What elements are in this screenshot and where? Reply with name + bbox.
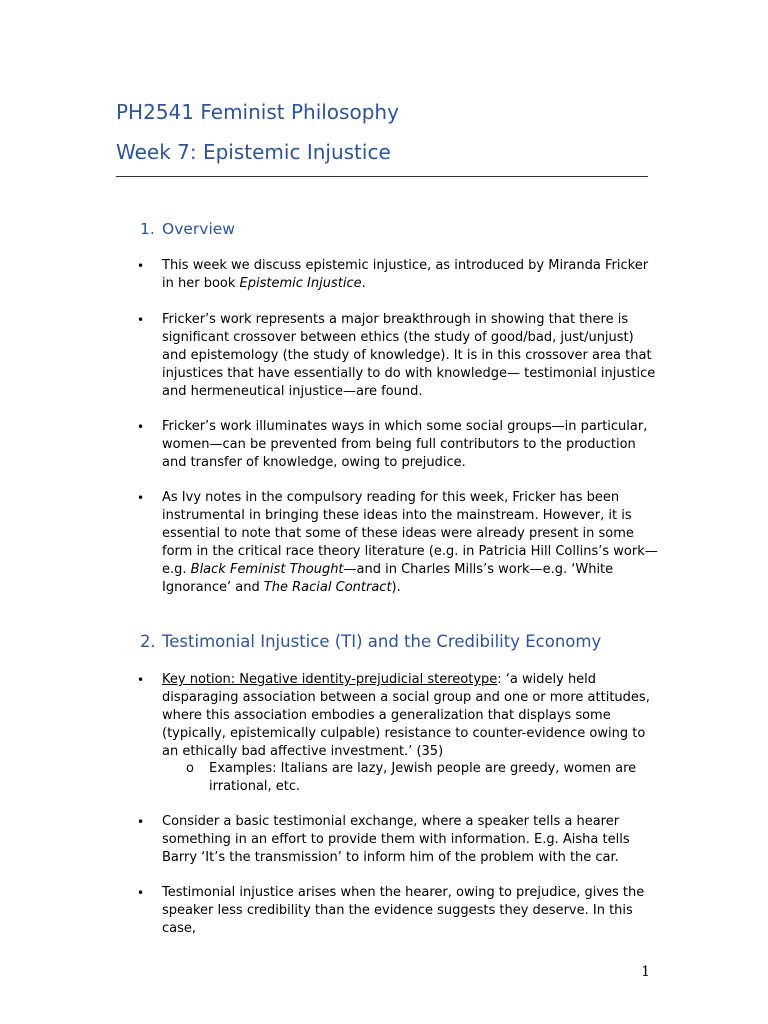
course-title: PH2541 Feminist Philosophy — [116, 100, 399, 124]
bullet-icon: • — [137, 673, 145, 687]
week-title: Week 7: Epistemic Injustice — [116, 140, 391, 164]
section-heading-overview — [140, 220, 235, 238]
sub-list-item: o Examples: Italians are lazy, Jewish people are greedy, women are irrational, etc. — [186, 761, 637, 794]
title-divider — [116, 176, 648, 177]
list-item: • As Ivy notes in the compulsory reading for this week, Fricker has been instrumental in bringing these ideas into the mainstream. However, it is essential to note that some of these ideas were already present in some form in the critical race theory literature (e.g. in Patricia Hill Collins’s work—e.g. Black Feminist Thought—and in Charles Mills’s work—e.g. ‘White Ignorance’ and The Racial Contract). — [137, 490, 658, 595]
bullet-icon: • — [137, 886, 145, 900]
bullet-icon: • — [137, 313, 145, 327]
list-item: • Fricker’s work represents a major breakthrough in showing that there is significant crossover between ethics (the study of good/bad, just/unjust) and epistemology (the study of knowledge). It is in this crossover area that injustices that have essentially to do with knowledge— testimonial injustice and hermeneutical injustice—are found. — [137, 312, 656, 399]
section-title: Overview — [162, 220, 235, 238]
bullet-icon: • — [137, 491, 145, 505]
book-title: Epistemic Injustice — [239, 276, 362, 291]
list-item: • Key notion: Negative identity-prejudicial stereotype: ‘a widely held disparaging association between a social group and one or more attitudes, where this association embodies a generalization that displays some (typically, epistemically culpable) resistance to counter-evidence owing to an ethically bad affective investment.’ (35) — [137, 672, 650, 759]
page-number: 1 — [641, 964, 650, 980]
bullet-icon: • — [137, 815, 145, 829]
list-item: • Testimonial injustice arises when the hearer, owing to prejudice, gives the speaker less credibility than the evidence suggests they deserve. In this case, — [137, 885, 645, 936]
sub-bullet-icon: o — [186, 761, 194, 776]
section-title: Testimonial Injustice (TI) and the Credibility Economy — [162, 632, 602, 651]
section-number: 2. — [140, 632, 156, 651]
bullet-icon: • — [137, 420, 145, 434]
section-number: 1. — [140, 220, 155, 238]
bullet-icon: • — [137, 259, 145, 273]
list-item: • Consider a basic testimonial exchange, where a speaker tells a hearer something in an effort to provide them with information. E.g. Aisha tells Barry ‘It’s the transmission’ to inform him of the problem with the car. — [137, 814, 630, 865]
book-title: Black Feminist Thought — [190, 562, 344, 577]
key-notion: Key notion: Negative identity-prejudicial stereotype — [162, 672, 498, 687]
section-heading-testimonial-injustice — [140, 632, 601, 651]
list-item: • This week we discuss epistemic injustice, as introduced by Miranda Fricker in her book Epistemic Injustice. — [137, 258, 649, 291]
list-item: • Fricker’s work illuminates ways in which some social groups—in particular, women—can be prevented from being full contributors to the production and transfer of knowledge, owing to prejudice. — [137, 419, 648, 470]
book-title: The Racial Contract — [263, 580, 392, 595]
